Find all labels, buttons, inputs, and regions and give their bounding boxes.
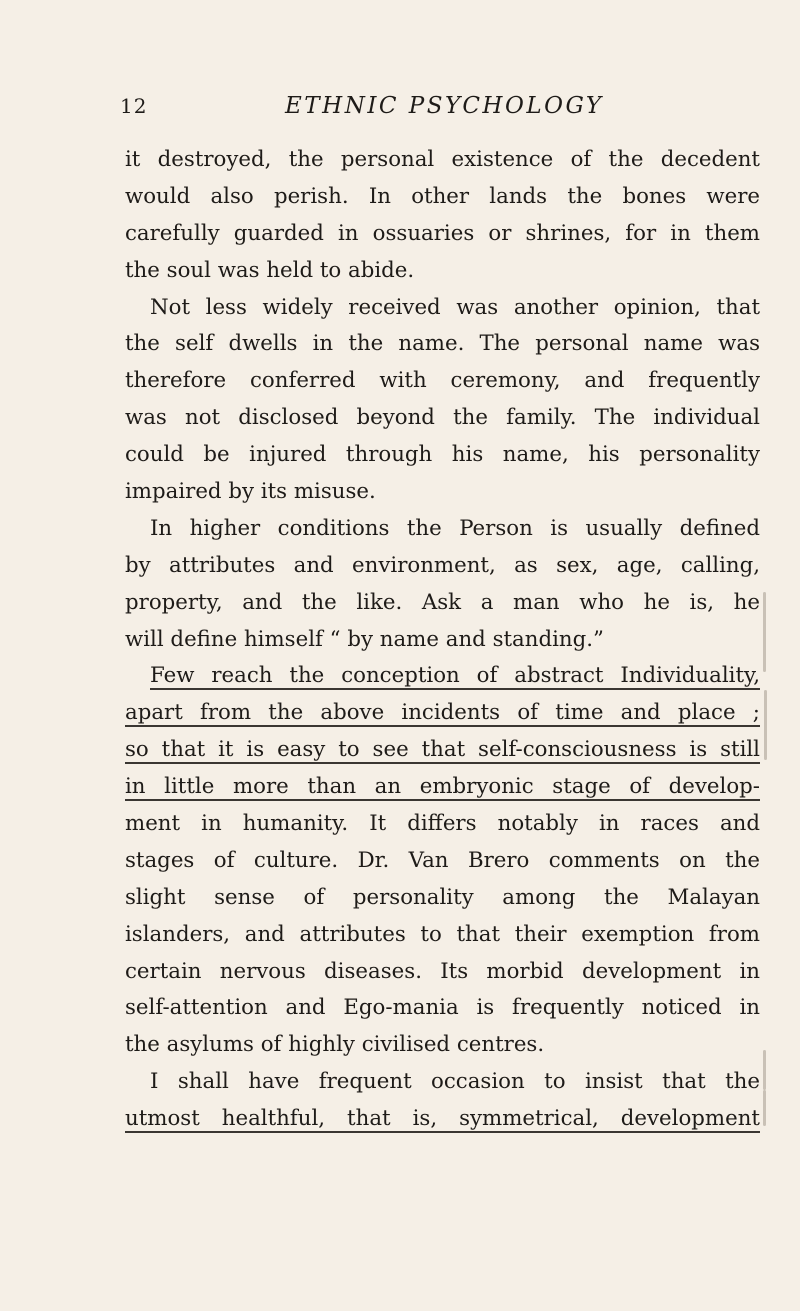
underlined-text-line: Few reach the conception of abstract Individuality, xyxy=(150,663,760,689)
underlined-text-line: utmost healthful, that is, symmetrical, development xyxy=(125,1106,760,1132)
margin-pencil-mark xyxy=(764,690,767,760)
margin-pencil-mark xyxy=(763,1090,766,1126)
text-line: by attributes and environment, as sex, age, calling, xyxy=(125,552,760,578)
text-line: property, and the like. Ask a man who he is, he xyxy=(125,589,760,615)
text-line: impaired by its misuse. xyxy=(125,479,376,505)
text-line: therefore conferred with ceremony, and frequently xyxy=(125,368,760,394)
running-head xyxy=(120,94,760,124)
underlined-text-line: in little more than an embryonic stage of develop- xyxy=(125,774,760,800)
text-line: slight sense of personality among the Malayan xyxy=(125,884,760,910)
text-line: self-attention and Ego-mania is frequently noticed in xyxy=(125,995,760,1021)
body-text xyxy=(125,142,760,1138)
text-line: could be injured through his name, his personality xyxy=(125,442,760,468)
text-line: certain nervous diseases. Its morbid development in xyxy=(125,958,760,984)
paragraph-start-line: In higher conditions the Person is usually defined xyxy=(150,515,760,541)
margin-pencil-mark xyxy=(763,592,766,672)
text-line: stages of culture. Dr. Van Brero comments on the xyxy=(125,847,760,873)
underlined-text-line: so that it is easy to see that self-consciousness is still xyxy=(125,737,760,763)
text-line: the soul was held to abide. xyxy=(125,257,415,283)
paragraph-start-line: I shall have frequent occasion to insist that the xyxy=(150,1069,760,1095)
text-line: the asylums of highly civilised centres. xyxy=(125,1032,545,1058)
text-line: was not disclosed beyond the family. The individual xyxy=(125,405,760,431)
text-line: would also perish. In other lands the bones were xyxy=(125,183,760,209)
text-line: carefully guarded in ossuaries or shrines, for in them xyxy=(125,220,760,246)
underlined-text-line: apart from the above incidents of time and place ; xyxy=(125,700,760,726)
text-line: the self dwells in the name. The personal name was xyxy=(125,331,760,357)
page-number: 12 xyxy=(120,94,148,118)
text-line: will define himself “ by name and standing.” xyxy=(125,626,604,652)
text-line: islanders, and attributes to that their exemption from xyxy=(125,921,760,947)
running-title: ETHNIC PSYCHOLOGY xyxy=(285,93,604,119)
paragraph-start-line: Not less widely received was another opinion, that xyxy=(150,294,760,320)
text-line: ment in humanity. It differs notably in races and xyxy=(125,811,760,837)
margin-pencil-mark xyxy=(763,1050,766,1090)
text-line: it destroyed, the personal existence of the decedent xyxy=(125,147,760,172)
